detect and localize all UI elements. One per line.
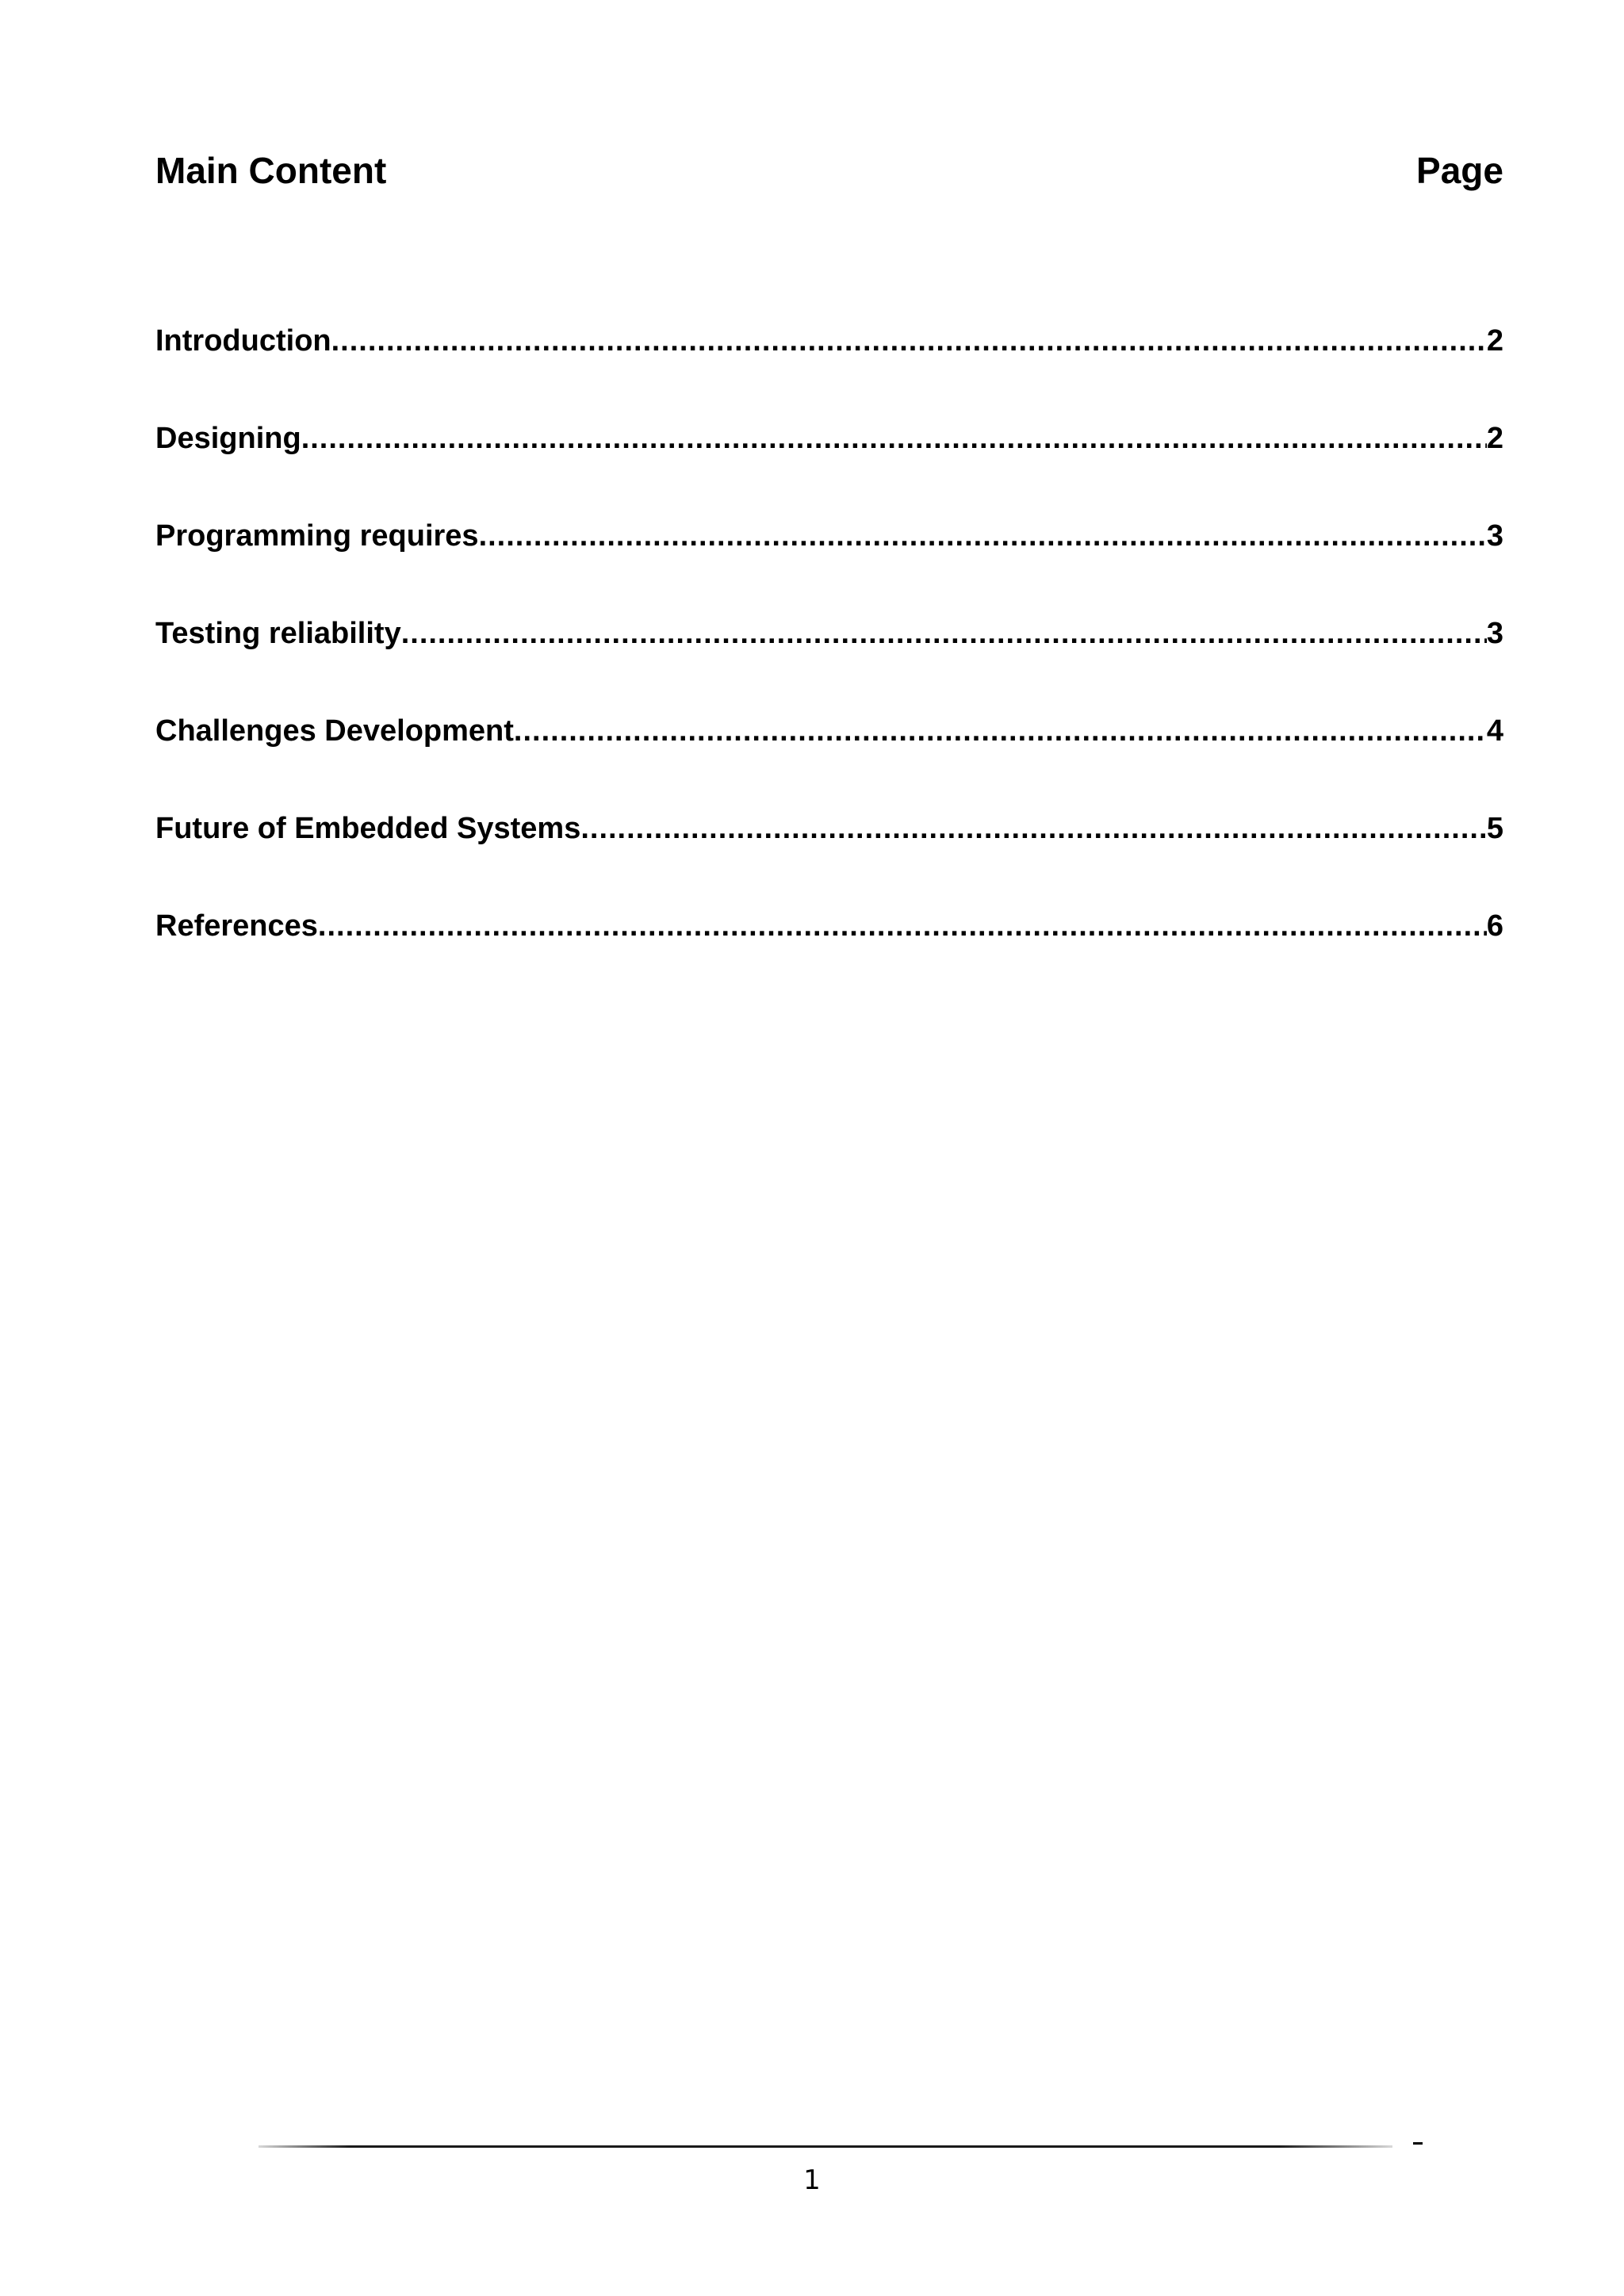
toc-entry-title: References [155, 902, 318, 950]
toc-entry-page: 2 [1487, 317, 1503, 365]
toc-entry[interactable] [155, 805, 1503, 902]
toc-leader-dots [514, 707, 1487, 755]
toc-entry[interactable] [155, 512, 1503, 610]
toc-entry-page: 3 [1487, 610, 1503, 657]
toc-entry[interactable] [155, 317, 1503, 415]
toc-entry-page: 3 [1487, 512, 1503, 560]
toc-entry-page: 5 [1487, 805, 1503, 852]
page-number: 1 [803, 2164, 821, 2196]
table-of-contents [155, 317, 1503, 1000]
toc-leader-dots [301, 415, 1487, 462]
toc-leader-dots [580, 805, 1487, 852]
toc-entry[interactable] [155, 902, 1503, 1000]
toc-leader-dots [479, 512, 1487, 560]
toc-leader-dots [318, 902, 1487, 950]
toc-entry-page: 6 [1487, 902, 1503, 950]
toc-header-title: Main Content [155, 150, 387, 191]
toc-leader-dots [331, 317, 1487, 365]
toc-entry-title: Challenges Development [155, 707, 514, 755]
toc-entry[interactable] [155, 707, 1503, 805]
toc-entry-title: Testing reliability [155, 610, 401, 657]
toc-entry-title: Programming requires [155, 512, 479, 560]
toc-entry-page: 4 [1487, 707, 1503, 755]
toc-header-page-label: Page [1416, 150, 1503, 191]
footer-dash [1413, 2142, 1423, 2145]
toc-entry-page: 2 [1487, 415, 1503, 462]
toc-entry-title: Designing [155, 415, 301, 462]
footer-divider [259, 2145, 1392, 2148]
toc-header [155, 149, 1503, 205]
toc-entry-title: Future of Embedded Systems [155, 805, 580, 852]
toc-leader-dots [401, 610, 1487, 657]
toc-entry-title: Introduction [155, 317, 331, 365]
toc-entry[interactable] [155, 610, 1503, 707]
toc-entry[interactable] [155, 415, 1503, 512]
